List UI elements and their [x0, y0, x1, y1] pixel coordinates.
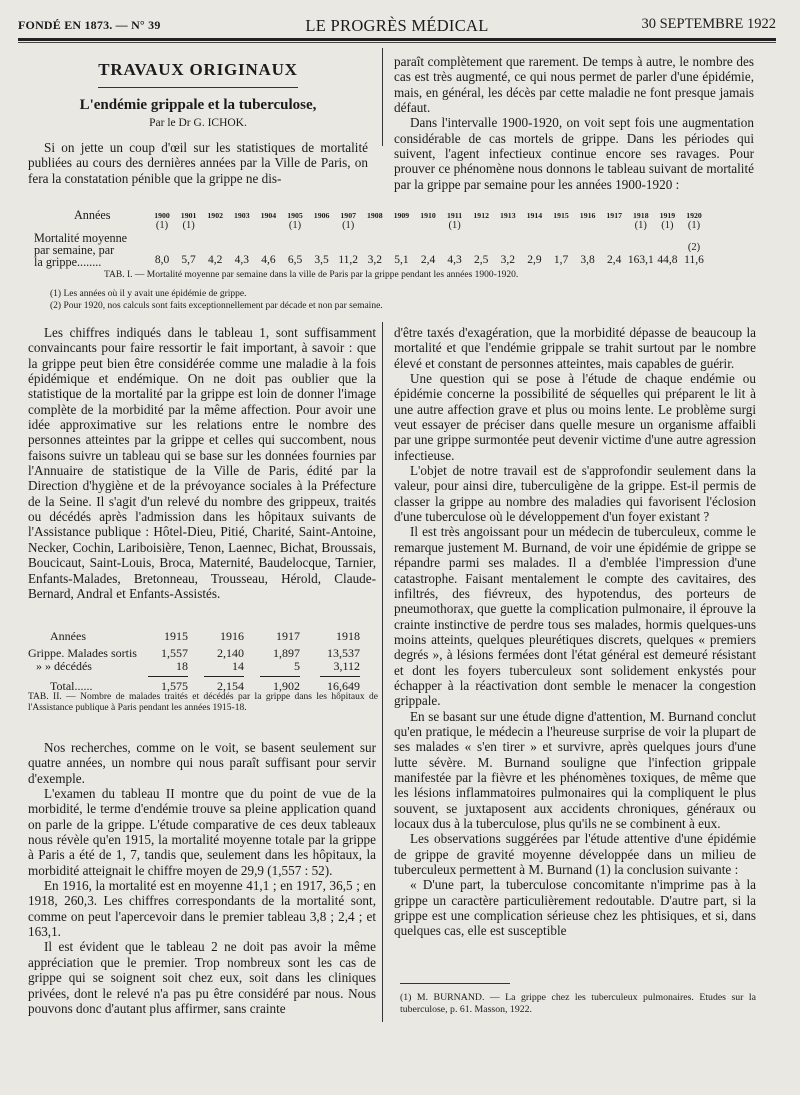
column-divider-bottom — [382, 322, 383, 1022]
table1-value: 5,1 — [394, 254, 409, 266]
table2-caption: TAB. II. — Nombre de malades traités et décédés par la grippe dans les hôpitaux de l'Assistance publique à Paris pendant les années 1915-18. — [28, 692, 378, 713]
table1-year: 1902 — [207, 211, 223, 220]
table1-value: 6,5 — [287, 254, 303, 266]
table2-cell-years: 1916 — [220, 629, 244, 643]
table2-cell-row1: 2,140 — [217, 646, 244, 660]
paragraph-burnand: En se basant sur une étude digne d'attention, M. Burnand conclut qu'en pratique, le médecin a l'heureuse surprise de voir la plupart de ses malades « s'en tirer » et survivre, après quelques jours d'une lutte sévère. M. Burnand souligne que l'infection grippale manifestée par la fièvre et les phénomènes toxiques, de même que les lésions inflammatoires pulmonaires qui la compliquent le plus souvent, se juxtaposent aux accidents chroniques, généraux ou locaux dus à la tuberculose, plus qu'ils ne se combinent à eux. — [394, 708, 756, 831]
article-title: L'endémie grippale et la tuberculose, — [79, 97, 317, 114]
table2-cell-row2: 5 — [294, 659, 300, 673]
table1-value: 4,2 — [208, 254, 223, 266]
table1-year: 1914 — [526, 211, 543, 220]
table1-note: (1) — [661, 220, 674, 231]
table1-year: 1919 — [659, 211, 676, 220]
table2-total-label: Total...... — [50, 679, 93, 693]
table2-cell-years: 1918 — [336, 629, 360, 643]
table1-year: 1915 — [553, 211, 569, 220]
table2-row1-label: Grippe. Malades sortis — [28, 646, 137, 660]
table1-year: 1907 — [340, 211, 356, 220]
footnote-rule — [400, 983, 510, 984]
table1-value: 4,6 — [261, 254, 276, 266]
table1-note: (1) — [687, 220, 701, 231]
paragraph-angoissant: Il est très angoissant pour un médecin de tuberculeux, comme le remarque justement M. Burnand, de voir une épidémie de grippe se répandre parmi ses malades. Il a d'emblée l'impression d'une catastrophe. Faisant mentalement le compte des cavitaires, des infiltrés, des fiévreux, des hypotendus, des porteurs de pneumothorax, que guette la complication pulmonaire, il éprouve la crainte instinctive de perdre tous ses malades, hormis quelques-uns moins atteints, quelques pleurétiques discrets, quelques « premiers degrés », à lésions fermées dont l'état général est demeuré résistant et dont les foyers tuberculeux sont solidement enkystés pour échapper à la réactivation dont semble le menacer la congestion grippale. — [394, 524, 756, 709]
column-divider-top — [382, 48, 383, 146]
paragraph-tableau-1: Les chiffres indiqués dans le tableau 1, sont suffisamment convaincants pour faire ressortir le fait important, à savoir : que la grippe peut bien être considérée comme une maladie à la fois épidémique et endémique. On ne doit pas oublier que la statistique de la mortalité par la grippe est loin de donner l'image complète de la morbidité par la même affection. Pour avoir une idée approximative sur les relations entre le nombre des personnes atteintes par la grippe et celles qui succombent, nous faisons suivre un tableau qui se base sur les données fournies par l'Annuaire de statistique de la Ville de Paris, édité par la Direction d'hygiène et de la prévoyance sociales à la Préfecture de la Seine. Il s'agit d'un relevé du nombre des grippeux, traités ou décédés après l'admission dans les hôpitaux suivants de l'Assistance publique : Hôtel-Dieu, Pitié, Charité, Saint-Antoine, Necker, Cochin, Lariboisière, Tenon, Laennec, Bichat, Broussais, Boucicaut, Saint-Louis, Broca, Maternité, Baudelocque, Tarnier, Enfants-Malades, Bretonneau, Trousseau, Hérold, Claude-Bernard, Andral et Enfants-Assistés. — [28, 325, 376, 601]
table1-caption: TAB. I. — Mortalité moyenne par semaine dans la ville de Paris par la grippe pendant les années 1900-1920. — [104, 270, 519, 280]
table1-year: 1913 — [500, 211, 516, 220]
table2-row2-label: » » décédés — [36, 659, 92, 673]
table1-row-label-2: par semaine, par — [34, 243, 115, 257]
table1-year: 1911 — [447, 211, 463, 220]
left-lower-column — [28, 740, 376, 1016]
table1-note: (1) — [448, 220, 461, 231]
table1-year: 1917 — [606, 211, 622, 220]
table1-note: (1) — [182, 220, 195, 231]
table2-cell-totals: 16,649 — [327, 679, 360, 693]
table2-years-label: Années — [50, 629, 86, 643]
table1-value: 2,4 — [607, 254, 622, 266]
article-byline: Par le Dr G. ICHOK. — [149, 116, 247, 129]
intervalle-paragraph: Dans l'intervalle 1900-1920, on voit sept fois une augmentation considérable de cas mortels de grippe. Dans les périodes qui suivent, l'agent infectieux continue encore ses ravages. Pour prouver ce phénomène nous donnons le tableau suivant de mortalité par la grippe par semaine pour les années 1900-1920 : — [394, 115, 754, 192]
table1-note: (1) — [155, 220, 169, 231]
table2-sum-rule — [320, 676, 360, 677]
table2-sum-rule — [148, 676, 188, 677]
table1-year: 1903 — [234, 211, 250, 220]
journal-title: LE PROGRÈS MÉDICAL — [305, 16, 489, 35]
table1-value: 3,2 — [367, 254, 382, 266]
table1-value: 2,5 — [474, 254, 489, 266]
paragraph-evident: Il est évident que le tableau 2 ne doit pas avoir la même appréciation que le premier. Trop nombreux sont les cas de grippe qui se soignent soit chez eux, soit dans les cliniques privées, dont le relevé n'a pas pu être considéré par nous. Nous pouvons donc d'autant plus affirmer, sans crainte — [28, 939, 376, 1016]
table1-value: 11,2 — [338, 254, 359, 266]
table1-year: 1916 — [579, 211, 596, 220]
table1-row-label-1: Mortalité moyenne — [34, 231, 128, 245]
page-header — [18, 14, 776, 36]
table2-cell-totals: 1,902 — [273, 679, 300, 693]
table2-sum-rule — [260, 676, 300, 677]
table1-value: 2,9 — [527, 254, 542, 266]
table2-cell-years: 1915 — [164, 629, 188, 643]
table2-cell-years: 1917 — [276, 629, 300, 643]
header-rule-thin — [18, 42, 776, 43]
table1-value: 5,7 — [181, 254, 196, 266]
table1-year: 1918 — [633, 211, 649, 220]
founded-label: FONDÉ EN 1873. — N° 39 — [18, 18, 161, 32]
paragraph-examen: L'examen du tableau II montre que du point de vue de la morbidité, le terme d'endémie trouve sa pleine application quand on parle de la grippe. L'étude comparative de ces deux tableaux nous révèle qu'en 1915, la mortalité moyenne totale par la grippe à Paris a été de 1, 7, tandis que, seulement dans les hôpitaux, la morbidité atteignait le chiffre moyen de 29,9 (1,557 : 52). — [28, 786, 376, 878]
table1-year: 1901 — [180, 211, 197, 220]
table2-cell-totals: 1,575 — [161, 679, 188, 693]
table2-cell-row2: 18 — [176, 659, 188, 673]
table1-note: (1) — [288, 220, 302, 231]
issue-date: 30 SEPTEMBRE 1922 — [641, 16, 776, 32]
left-intro-column — [28, 62, 368, 186]
table2-cell-row1: 1,557 — [161, 646, 188, 660]
table1-row-label-3: la grippe........ — [34, 255, 102, 269]
paragraph-observations: Les observations suggérées par l'étude attentive d'une épidémie de grippe de gravité moyenne développée dans un milieu de tuberculeux permettent à M. Burnand (1) la conclusion suivante : — [394, 831, 756, 878]
intro-paragraph-right: paraît complètement que rarement. De temps à autre, le nombre des cas est très augmenté, ce qui nous permet de parler d'une épidémie, mais, en général, les décès par cette maladie ne font presque jamais défaut. — [394, 54, 754, 116]
table2-cell-row2: 14 — [232, 659, 244, 673]
section-title: TRAVAUX ORIGINAUX — [98, 60, 298, 79]
paragraph-exageration: d'être taxés d'exagération, que la morbidité dépasse de beaucoup la mortalité et que l'endémie grippale se trahit surtout par le nombre élevé et constant de personnes atteintes, mais capables de guérir. — [394, 325, 756, 371]
table2-cell-row1: 1,897 — [273, 646, 300, 660]
table1-year: 1905 — [287, 211, 303, 220]
table1-note: (1) — [634, 220, 647, 231]
table1-year: 1910 — [420, 211, 436, 220]
header-rule — [18, 38, 776, 41]
table1-year: 1920 — [686, 211, 702, 220]
table1-value: 3,8 — [580, 254, 595, 266]
table1-footnote-2: (2) Pour 1920, nos calculs sont faits exceptionnellement par décade et non par semaine. — [50, 301, 383, 311]
table1-value: 44,8 — [657, 254, 678, 266]
table1-year: 1904 — [260, 211, 277, 220]
table2-cell-row2: 3,112 — [333, 659, 360, 673]
table1-year: 1900 — [154, 211, 170, 220]
table1-value: 11,6 — [684, 254, 704, 266]
paragraph-recherches: Nos recherches, comme on le voit, se basent seulement sur quatre années, un nombre qui nous paraît suffisant pour servir d'exemple. — [28, 740, 376, 786]
table1-value: 4,3 — [234, 254, 249, 266]
paragraph-1916: En 1916, la mortalité est en moyenne 41,1 ; en 1917, 36,5 ; en 1918, 260,3. Les chiffres correspondants de la mortalité sont, comme on peut l'apercevoir dans le premier tableau 3,8 ; 2,4 ; et 163,1. — [28, 878, 376, 940]
table1-value: 8,0 — [154, 254, 170, 266]
table1-year: 1912 — [473, 211, 489, 220]
table1-value: 3,2 — [500, 254, 515, 266]
table2-sum-rule — [204, 676, 244, 677]
table1-years-label: Années — [74, 208, 111, 222]
intro-paragraph-left: Si on jette un coup d'œil sur les statistiques de mortalité publiées au cours des dernières années par la Ville de Paris, on fera la constatation pénible que la grippe ne dis- — [28, 140, 368, 186]
right-main-column — [394, 325, 756, 939]
table1-note-1920: (2) — [687, 242, 701, 253]
left-main-column — [28, 325, 376, 601]
table1-year: 1908 — [367, 211, 383, 220]
table2-cell-row1: 13,537 — [327, 646, 360, 660]
table1-value: 3,5 — [314, 254, 329, 266]
table1-value: 1,7 — [553, 254, 569, 266]
right-intro-column — [394, 54, 754, 192]
paragraph-question: Une question qui se pose à l'étude de chaque endémie ou épidémie concerne la possibilité de séquelles qui préparent le lit à une autre affection grave et plus ou moins lente. Le problème surgi veut essayer de préciser dans quelle mesure un organisme affaibli par une grippe surmontée peut devenir victime d'une autre agression infectieuse. — [394, 371, 756, 463]
table1-value: 4,3 — [447, 254, 462, 266]
table1-footnote-1: (1) Les années où il y avait une épidémie de grippe. — [50, 289, 247, 299]
paragraph-quote: « D'une part, la tuberculose concomitante n'imprime pas à la grippe un caractère particulièrement redoutable. D'autre part, si la grippe est une complication sérieuse chez les phtisiques, et si, dans quelques cas, elle est susceptible — [394, 877, 756, 939]
table1-year: 1906 — [313, 211, 330, 220]
table2-cell-totals: 2,154 — [217, 679, 244, 693]
paragraph-objet: L'objet de notre travail est de s'approfondir seulement dans la valeur, pour ainsi dire, tuberculigène de la grippe. Est-il permis de classer la grippe au nombre des maladies qui favorisent l'éclosion d'une tuberculose où le développement d'un foyer existant ? — [394, 463, 756, 525]
table1-value: 163,1 — [627, 254, 654, 266]
table1-value: 2,4 — [420, 254, 436, 266]
table1-year: 1909 — [393, 211, 410, 220]
title-rule — [98, 87, 298, 88]
table1-note: (1) — [342, 220, 355, 231]
footnote-burnand: (1) M. BURNAND. — La grippe chez les tuberculeux pulmonaires. Etudes sur la tuberculose, p. 61. Masson, 1922. — [400, 992, 756, 1015]
